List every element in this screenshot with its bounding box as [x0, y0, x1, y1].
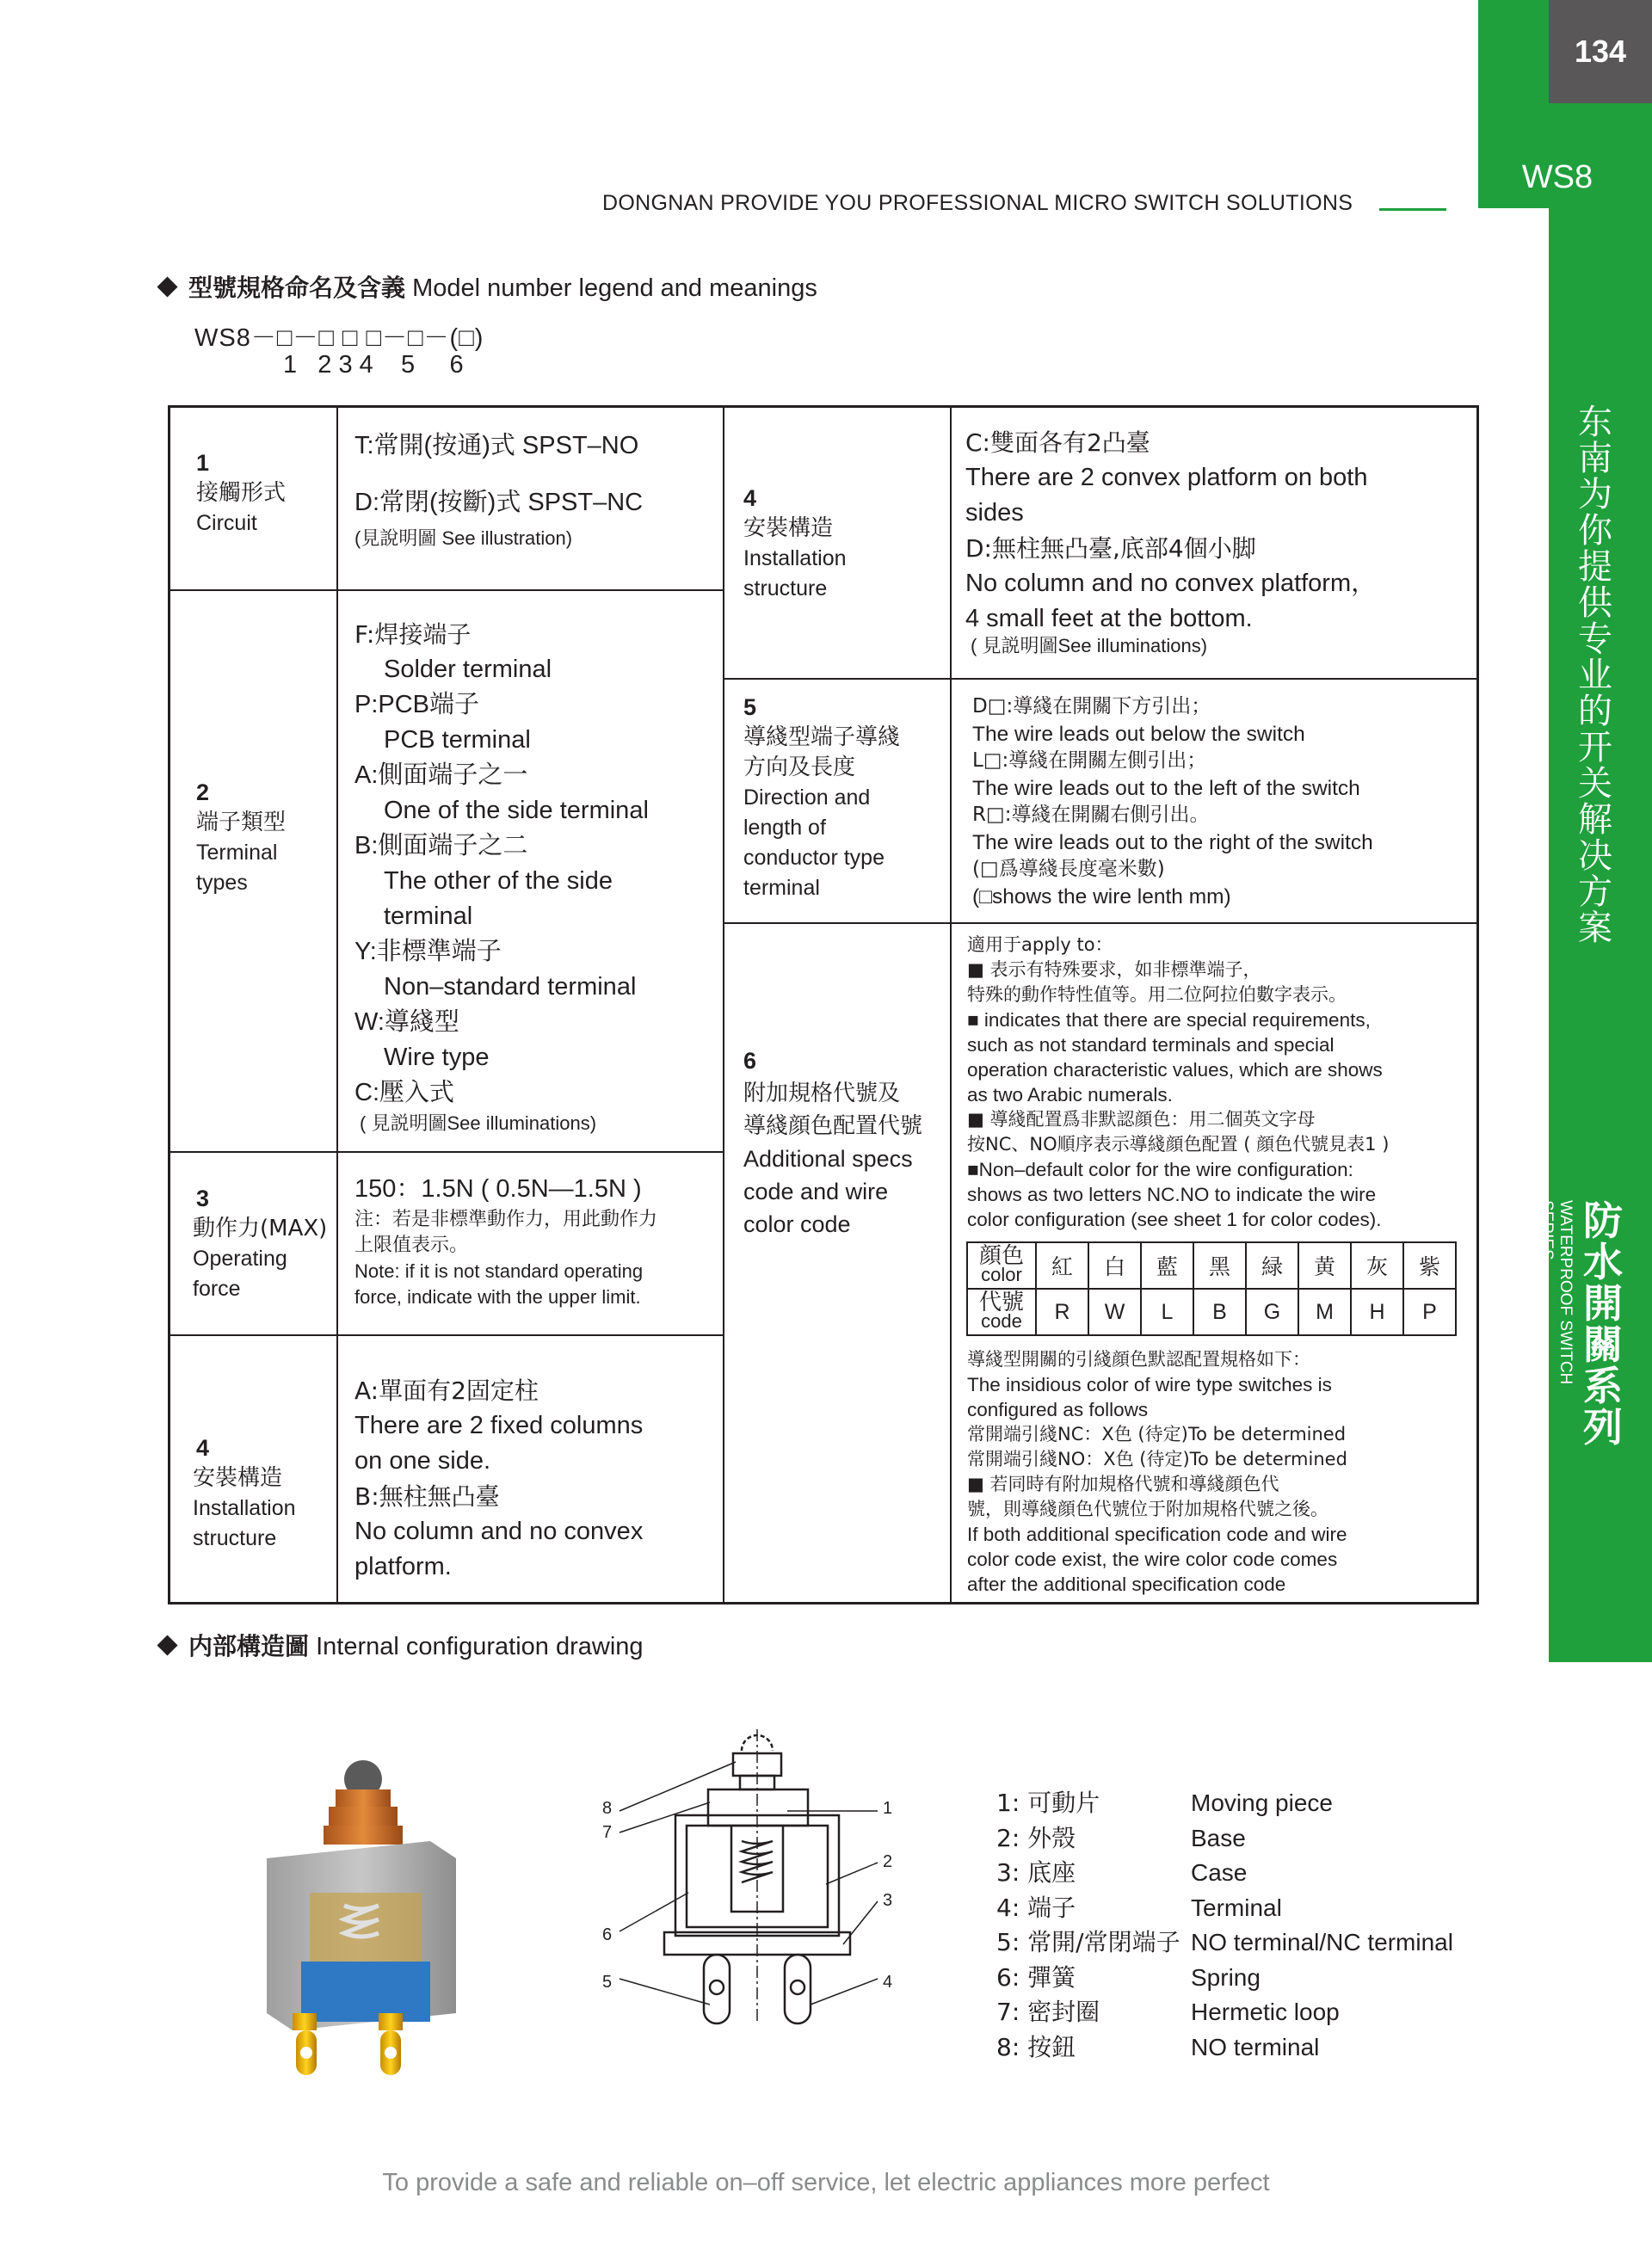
grid-line [723, 408, 724, 1602]
installation-options-left: A:單面有2固定柱 There are 2 fixed columns on one side. B:無柱無凸臺 No column and no convex platform. [354, 1377, 644, 1580]
color-cell: 黑 [1193, 1242, 1246, 1289]
grid-line [723, 678, 1476, 680]
callout-label: 7 [602, 1823, 613, 1842]
code-cell: H [1351, 1289, 1403, 1335]
diamond-bullet-icon [157, 276, 177, 297]
legend-heading [155, 269, 817, 304]
sidebar-company-slogan: 东南为你提供专业的开关解决方案 [1578, 403, 1612, 948]
code-header: 代號 code [967, 1289, 1036, 1335]
color-cell: 黄 [1298, 1242, 1351, 1289]
legend-title-zh: 型號規格命名及含義 [188, 274, 406, 302]
code-cell: P [1403, 1289, 1456, 1335]
callout-label: 6 [602, 1925, 613, 1944]
grid-line [950, 408, 952, 1602]
color-row [967, 1242, 1456, 1289]
code-cell: R [1036, 1289, 1088, 1335]
page-number: 134 [1549, 0, 1652, 103]
internal-drawing-heading [155, 1628, 644, 1662]
color-cell: 紫 [1403, 1242, 1456, 1289]
code-row [967, 1289, 1456, 1335]
additional-specs-text: 適用于apply to： ■ 表示有特殊要求，如非標準端子， 特殊的動作特性值等。用二位阿拉伯數字表示。 ■ indicates that there are special requirements, such as not standard terminals and special operation characteristic values, which are shows as two Arabic numerals. ■ 導綫配置爲非默認顔色：用二個英文字母 按NC、NO順序表示導綫顔色配置 ( 顔色代號見表1 ) ■Non–default color for the wire configuration: shows as two letters NC.NO to indicate the wire color configuration (see sheet 1 for color codes). [967, 934, 1390, 1230]
diamond-bullet-icon [157, 1635, 177, 1655]
operating-force-label: 3 動作力(MAX) Operating force [193, 1186, 328, 1301]
sidebar-point [1549, 1617, 1652, 1662]
list-item: 1: 可動片 Moving piece [996, 1789, 1333, 1817]
callout-label: 1 [883, 1799, 893, 1818]
wire-direction-label: 5 導綫型端子導綫 方向及長度 Direction and length of conductor type terminal [743, 694, 901, 900]
list-item: 2: 外殼 Base [996, 1823, 1246, 1852]
internal-title-zh: 内部構造圖 [188, 1632, 310, 1660]
code-cell: L [1141, 1289, 1193, 1335]
grid-line [170, 1334, 724, 1336]
color-cell: 白 [1088, 1242, 1141, 1289]
parts-list [996, 1786, 1453, 2065]
additional-specs-label: 6 附加規格代號及 導綫顔色配置代號 Additional specs code and wire color code [743, 1048, 923, 1237]
footer-slogan: To provide a safe and reliable on–off service, let electric appliances more perfect [382, 2169, 1270, 2196]
internal-title-en: Internal configuration drawing [316, 1633, 644, 1660]
code-cell: B [1193, 1289, 1246, 1335]
series-code: WS8 [1521, 159, 1593, 195]
terminal-type-options: F:焊接端子 Solder terminal P:PCB端子 PCB terminal A:側面端子之一 One of the side terminal B:側面端子之二 The other of the side terminal Y:非標準端子 Non–standard terminal W:導綫型 Wire type C:壓入式 ( 見説明圖See illuminations) [354, 620, 649, 1134]
list-item: 7: 密封圈 Hermetic loop [996, 1998, 1340, 2026]
list-item: 6: 彈簧 Spring [996, 1962, 1261, 1992]
sidebar-series-zh: 防水開關系列 [1583, 1198, 1623, 1451]
list-item: 5: 常開/常閉端子 NO terminal/NC terminal [996, 1928, 1453, 1956]
legend-title-en: Model number legend and meanings [412, 274, 817, 302]
color-cell: 灰 [1351, 1242, 1403, 1289]
callout-label: 4 [883, 1973, 893, 1992]
grid-line [336, 408, 338, 1602]
spec-table [168, 405, 1479, 1605]
color-cell: 紅 [1036, 1242, 1088, 1289]
grid-line [170, 589, 724, 591]
grid-line [723, 922, 1476, 924]
installation-options-right: C:雙面各有2凸臺 There are 2 convex platform on both sides D:無柱無凸臺,底部4個小脚 No column and no convex platform， 4 small feet at the bottom. ( 見説明圖See illuminations) [965, 428, 1377, 656]
header-rule [1379, 208, 1446, 211]
callout-label: 2 [883, 1852, 893, 1871]
terminal-types-label: 2 端子類型 Terminal types [196, 779, 287, 895]
circuit-label: 1 接觸形式 Circuit [196, 450, 287, 535]
list-item: 8: 按鈕 NO terminal [996, 2032, 1320, 2061]
code-cell: W [1088, 1289, 1141, 1335]
circuit-options: T:常開(按通)式 SPST–NO D:常閉(按斷)式 SPST–NC (見說明圖 See illustration) [354, 432, 644, 549]
color-code-table [966, 1241, 1457, 1336]
wire-direction-options: D□:導綫在開關下方引出； The wire leads out below the switch L□:導綫在開關左側引出； The wire leads out to the left of the switch R□:導綫在開關右側引出。 The wire leads out to the right of the switch (□爲導綫長度毫米數) (□shows the wire lenth mm) [972, 695, 1373, 909]
list-item: 4: 端子 Terminal [996, 1893, 1282, 1922]
list-item: 3: 底座 Case [996, 1858, 1248, 1887]
code-cell: G [1246, 1289, 1298, 1335]
model-code-positions: 1 2 3 4 5 6 [283, 351, 464, 379]
internal-structure-drawing [594, 1729, 912, 2091]
installation-label-right: 4 安裝構造 Installation structure [743, 485, 847, 601]
callout-label: 3 [883, 1891, 893, 1910]
installation-label-left: 4 安裝構造 Installation structure [193, 1435, 296, 1550]
code-cell: M [1298, 1289, 1351, 1335]
callout-label: 5 [602, 1973, 613, 1992]
grid-line [170, 1151, 724, 1153]
header-slogan: DONGNAN PROVIDE YOU PROFESSIONAL MICRO SWITCH SOLUTIONS [602, 191, 1353, 215]
operating-force-value: 150：1.5N ( 0.5N—1.5N ) 注：若是非標準動作力，用此動作力 上限值表示。 Note: if it is not standard operating force, indicate with the upper limit. [354, 1175, 658, 1308]
color-cell: 緑 [1246, 1242, 1298, 1289]
callout-label: 8 [602, 1799, 613, 1818]
sidebar-series-en: WATERPROOF SWITCH SERIES [1538, 1200, 1575, 1385]
switch-render-image [258, 1755, 465, 2082]
model-code-pattern: WS8－□－□ □ □－□－(□) [194, 324, 484, 352]
color-header: 顔色 color [967, 1242, 1036, 1289]
color-cell: 藍 [1141, 1242, 1193, 1289]
default-wire-color-text: 導綫型開關的引綫顔色默認配置規格如下： The insidious color of wire type switches is configured as follows 常開端引綫NC：X色 (待定)To be determined 常開端引綫NO：X色 (待定)To be determined ■ 若同時有附加規格代號和導綫顔色代 號，則導綫顔色代號位于附加規格代號之後。 If both additional specification code and wire color code exist, the wire color code comes after the additional specification code [967, 1349, 1347, 1595]
